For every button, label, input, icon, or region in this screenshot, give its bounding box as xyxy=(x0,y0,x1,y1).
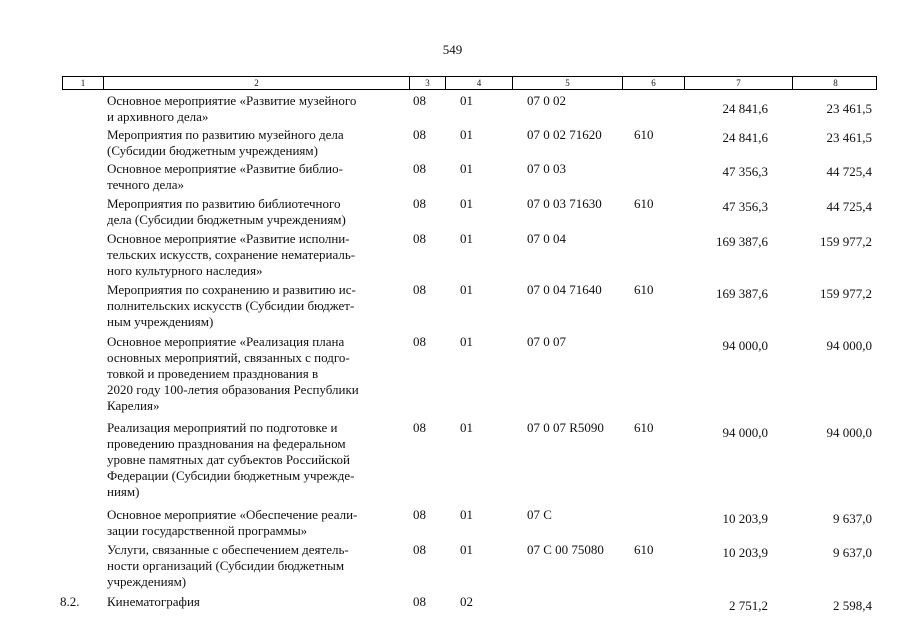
row-amount-col7: 169 387,6 xyxy=(716,286,768,301)
header-col-5: 5 xyxy=(513,77,623,89)
row-section: 08 xyxy=(413,594,426,609)
row-name: Мероприятия по развитию музейного дела (Субсидии бюджетным учреждениям) xyxy=(107,127,344,158)
row-expense-type: 610 xyxy=(634,420,654,435)
row-amount-col7: 94 000,0 xyxy=(722,425,768,440)
row-amount-col8: 44 725,4 xyxy=(826,199,872,214)
row-section: 08 xyxy=(413,507,426,522)
row-subsection: 01 xyxy=(460,334,473,349)
row-name: Мероприятия по сохранению и развитию ис- полнительских искусств (Субсидии бюджет- ным учреждениям) xyxy=(107,282,356,329)
header-col-3: 3 xyxy=(410,77,446,89)
row-section: 08 xyxy=(413,196,426,211)
row-target-code: 07 0 02 xyxy=(527,93,566,108)
row-subsection: 01 xyxy=(460,542,473,557)
row-subsection: 01 xyxy=(460,93,473,108)
row-name: Основное мероприятие «Развитие библио- течного дела» xyxy=(107,161,343,192)
row-section: 08 xyxy=(413,282,426,297)
row-target-code: 07 0 03 71630 xyxy=(527,196,602,211)
row-amount-col7: 169 387,6 xyxy=(716,234,768,249)
row-target-code: 07 0 04 71640 xyxy=(527,282,602,297)
row-amount-col8: 44 725,4 xyxy=(826,164,872,179)
row-amount-col7: 2 751,2 xyxy=(729,598,768,613)
header-col-4: 4 xyxy=(446,77,513,89)
row-amount-col8: 23 461,5 xyxy=(826,130,872,145)
row-subsection: 01 xyxy=(460,507,473,522)
row-subsection: 01 xyxy=(460,282,473,297)
row-amount-col8: 159 977,2 xyxy=(820,234,872,249)
row-subsection: 01 xyxy=(460,127,473,142)
row-subsection: 01 xyxy=(460,161,473,176)
row-subsection: 01 xyxy=(460,196,473,211)
table-header xyxy=(62,76,877,90)
row-target-code: 07 0 07 xyxy=(527,334,566,349)
row-number: 8.2. xyxy=(60,594,80,609)
row-amount-col8: 9 637,0 xyxy=(833,545,872,560)
row-amount-col7: 10 203,9 xyxy=(722,511,768,526)
row-section: 08 xyxy=(413,161,426,176)
row-name: Основное мероприятие «Развитие музейного и архивного дела» xyxy=(107,93,357,124)
row-name: Основное мероприятие «Реализация плана основных мероприятий, связанных с подго- товкой и проведением празднования в 2020 году 100-летия образования Республики Карелия» xyxy=(107,334,359,413)
header-col-1: 1 xyxy=(63,77,104,89)
row-target-code: 07 С xyxy=(527,507,552,522)
row-expense-type: 610 xyxy=(634,127,654,142)
row-expense-type: 610 xyxy=(634,542,654,557)
row-name: Основное мероприятие «Обеспечение реали- зации государственной программы» xyxy=(107,507,358,538)
row-name: Реализация мероприятий по подготовке и проведению празднования на федеральном уровне памятных дат субъектов Российской Федерации (Субсидии бюджетным учрежде- ниям) xyxy=(107,420,355,499)
header-col-6: 6 xyxy=(623,77,685,89)
row-section: 08 xyxy=(413,334,426,349)
row-subsection: 01 xyxy=(460,420,473,435)
row-name: Основное мероприятие «Развитие исполни- тельских искусств, сохранение нематериаль- ного культурного наследия» xyxy=(107,231,356,278)
row-amount-col7: 94 000,0 xyxy=(722,338,768,353)
row-section: 08 xyxy=(413,127,426,142)
row-amount-col7: 47 356,3 xyxy=(722,164,768,179)
row-amount-col7: 24 841,6 xyxy=(722,101,768,116)
row-target-code: 07 0 04 xyxy=(527,231,566,246)
header-col-2: 2 xyxy=(104,77,410,89)
row-amount-col8: 2 598,4 xyxy=(833,598,872,613)
row-subsection: 02 xyxy=(460,594,473,609)
row-section: 08 xyxy=(413,542,426,557)
row-amount-col7: 47 356,3 xyxy=(722,199,768,214)
page-number: 549 xyxy=(442,42,463,57)
row-expense-type: 610 xyxy=(634,282,654,297)
row-amount-col8: 159 977,2 xyxy=(820,286,872,301)
header-col-8: 8 xyxy=(833,78,838,88)
row-amount-col8: 94 000,0 xyxy=(826,425,872,440)
row-name: Услуги, связанные с обеспечением деятель- ности организаций (Субсидии бюджетным учреждениям) xyxy=(107,542,349,589)
row-amount-col8: 23 461,5 xyxy=(826,101,872,116)
row-section: 08 xyxy=(413,231,426,246)
row-target-code: 07 0 03 xyxy=(527,161,566,176)
row-amount-col8: 94 000,0 xyxy=(826,338,872,353)
row-subsection: 01 xyxy=(460,231,473,246)
row-target-code: 07 0 07 R5090 xyxy=(527,420,604,435)
row-section: 08 xyxy=(413,420,426,435)
row-amount-col7: 24 841,6 xyxy=(722,130,768,145)
header-col-7: 7 xyxy=(685,77,793,89)
row-name: Мероприятия по развитию библиотечного дела (Субсидии бюджетным учреждениям) xyxy=(107,196,346,227)
row-section: 08 xyxy=(413,93,426,108)
row-amount-col7: 10 203,9 xyxy=(722,545,768,560)
row-expense-type: 610 xyxy=(634,196,654,211)
row-amount-col8: 9 637,0 xyxy=(833,511,872,526)
row-target-code: 07 0 02 71620 xyxy=(527,127,602,142)
row-name: Кинематография xyxy=(107,594,200,609)
row-target-code: 07 С 00 75080 xyxy=(527,542,604,557)
